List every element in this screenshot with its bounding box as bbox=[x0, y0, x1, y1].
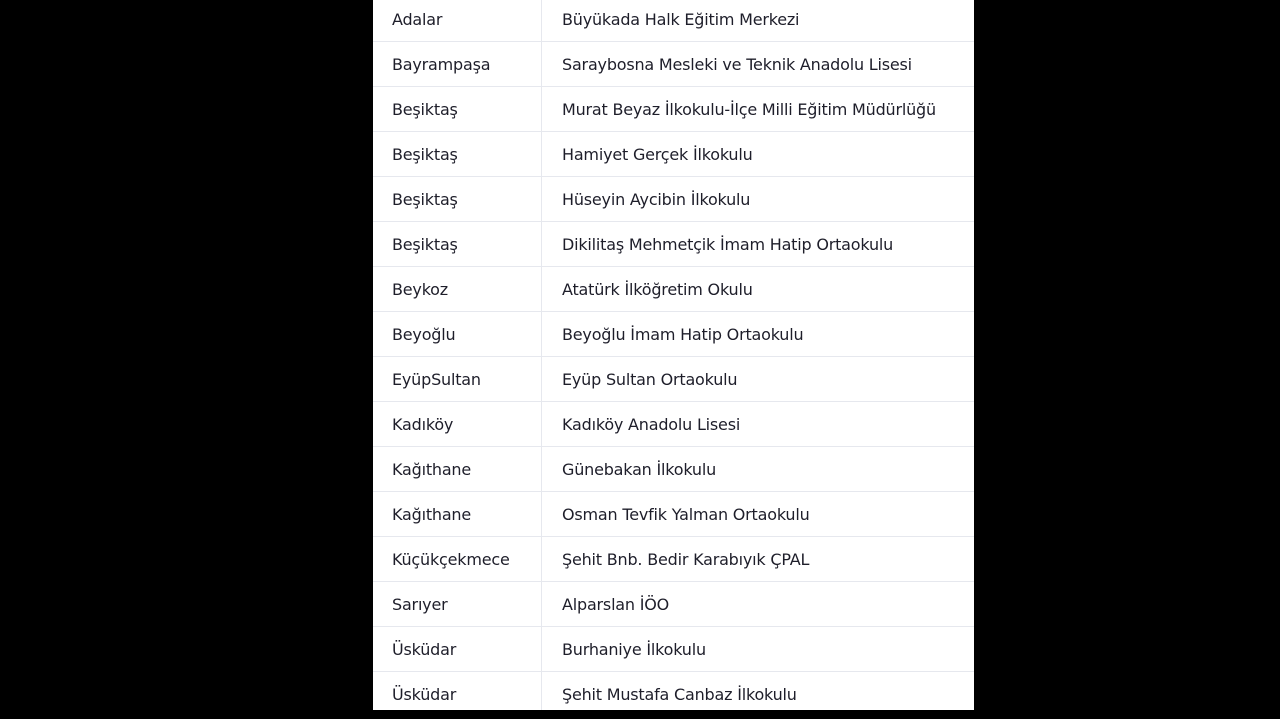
district-cell: Üsküdar bbox=[373, 627, 542, 672]
school-cell: Şehit Mustafa Canbaz İlkokulu bbox=[542, 672, 975, 711]
district-cell: Beşiktaş bbox=[373, 87, 542, 132]
district-cell: Beykoz bbox=[373, 267, 542, 312]
school-cell: Beyoğlu İmam Hatip Ortaokulu bbox=[542, 312, 975, 357]
school-cell: Kadıköy Anadolu Lisesi bbox=[542, 402, 975, 447]
table-row bbox=[373, 492, 974, 537]
school-cell: Osman Tevfik Yalman Ortaokulu bbox=[542, 492, 975, 537]
table-row bbox=[373, 132, 974, 177]
school-table-panel bbox=[373, 0, 974, 710]
district-cell: Küçükçekmece bbox=[373, 537, 542, 582]
table-row bbox=[373, 312, 974, 357]
table-row bbox=[373, 87, 974, 132]
school-cell: Alparslan İÖO bbox=[542, 582, 975, 627]
table-row bbox=[373, 537, 974, 582]
district-cell: Beşiktaş bbox=[373, 177, 542, 222]
table-row bbox=[373, 582, 974, 627]
table-row bbox=[373, 42, 974, 87]
school-cell: Hamiyet Gerçek İlkokulu bbox=[542, 132, 975, 177]
school-cell: Saraybosna Mesleki ve Teknik Anadolu Lisesi bbox=[542, 42, 975, 87]
school-cell: Şehit Bnb. Bedir Karabıyık ÇPAL bbox=[542, 537, 975, 582]
table-row bbox=[373, 267, 974, 312]
table-row bbox=[373, 402, 974, 447]
school-cell: Günebakan İlkokulu bbox=[542, 447, 975, 492]
district-cell: Adalar bbox=[373, 0, 542, 42]
district-cell: Kağıthane bbox=[373, 447, 542, 492]
table-row bbox=[373, 222, 974, 267]
table-row bbox=[373, 672, 974, 711]
school-cell: Eyüp Sultan Ortaokulu bbox=[542, 357, 975, 402]
district-cell: Kadıköy bbox=[373, 402, 542, 447]
district-cell: Bayrampaşa bbox=[373, 42, 542, 87]
table-row bbox=[373, 357, 974, 402]
school-cell: Murat Beyaz İlkokulu-İlçe Milli Eğitim Müdürlüğü bbox=[542, 87, 975, 132]
district-cell: Kağıthane bbox=[373, 492, 542, 537]
school-cell: Atatürk İlköğretim Okulu bbox=[542, 267, 975, 312]
table-row bbox=[373, 0, 974, 42]
district-cell: EyüpSultan bbox=[373, 357, 542, 402]
school-cell: Dikilitaş Mehmetçik İmam Hatip Ortaokulu bbox=[542, 222, 975, 267]
district-cell: Beşiktaş bbox=[373, 132, 542, 177]
school-cell: Burhaniye İlkokulu bbox=[542, 627, 975, 672]
district-cell: Beşiktaş bbox=[373, 222, 542, 267]
school-cell: Büyükada Halk Eğitim Merkezi bbox=[542, 0, 975, 42]
district-cell: Beyoğlu bbox=[373, 312, 542, 357]
school-table bbox=[373, 0, 974, 710]
table-row bbox=[373, 627, 974, 672]
table-row bbox=[373, 177, 974, 222]
school-cell: Hüseyin Aycibin İlkokulu bbox=[542, 177, 975, 222]
district-cell: Sarıyer bbox=[373, 582, 542, 627]
table-row bbox=[373, 447, 974, 492]
district-cell: Üsküdar bbox=[373, 672, 542, 711]
